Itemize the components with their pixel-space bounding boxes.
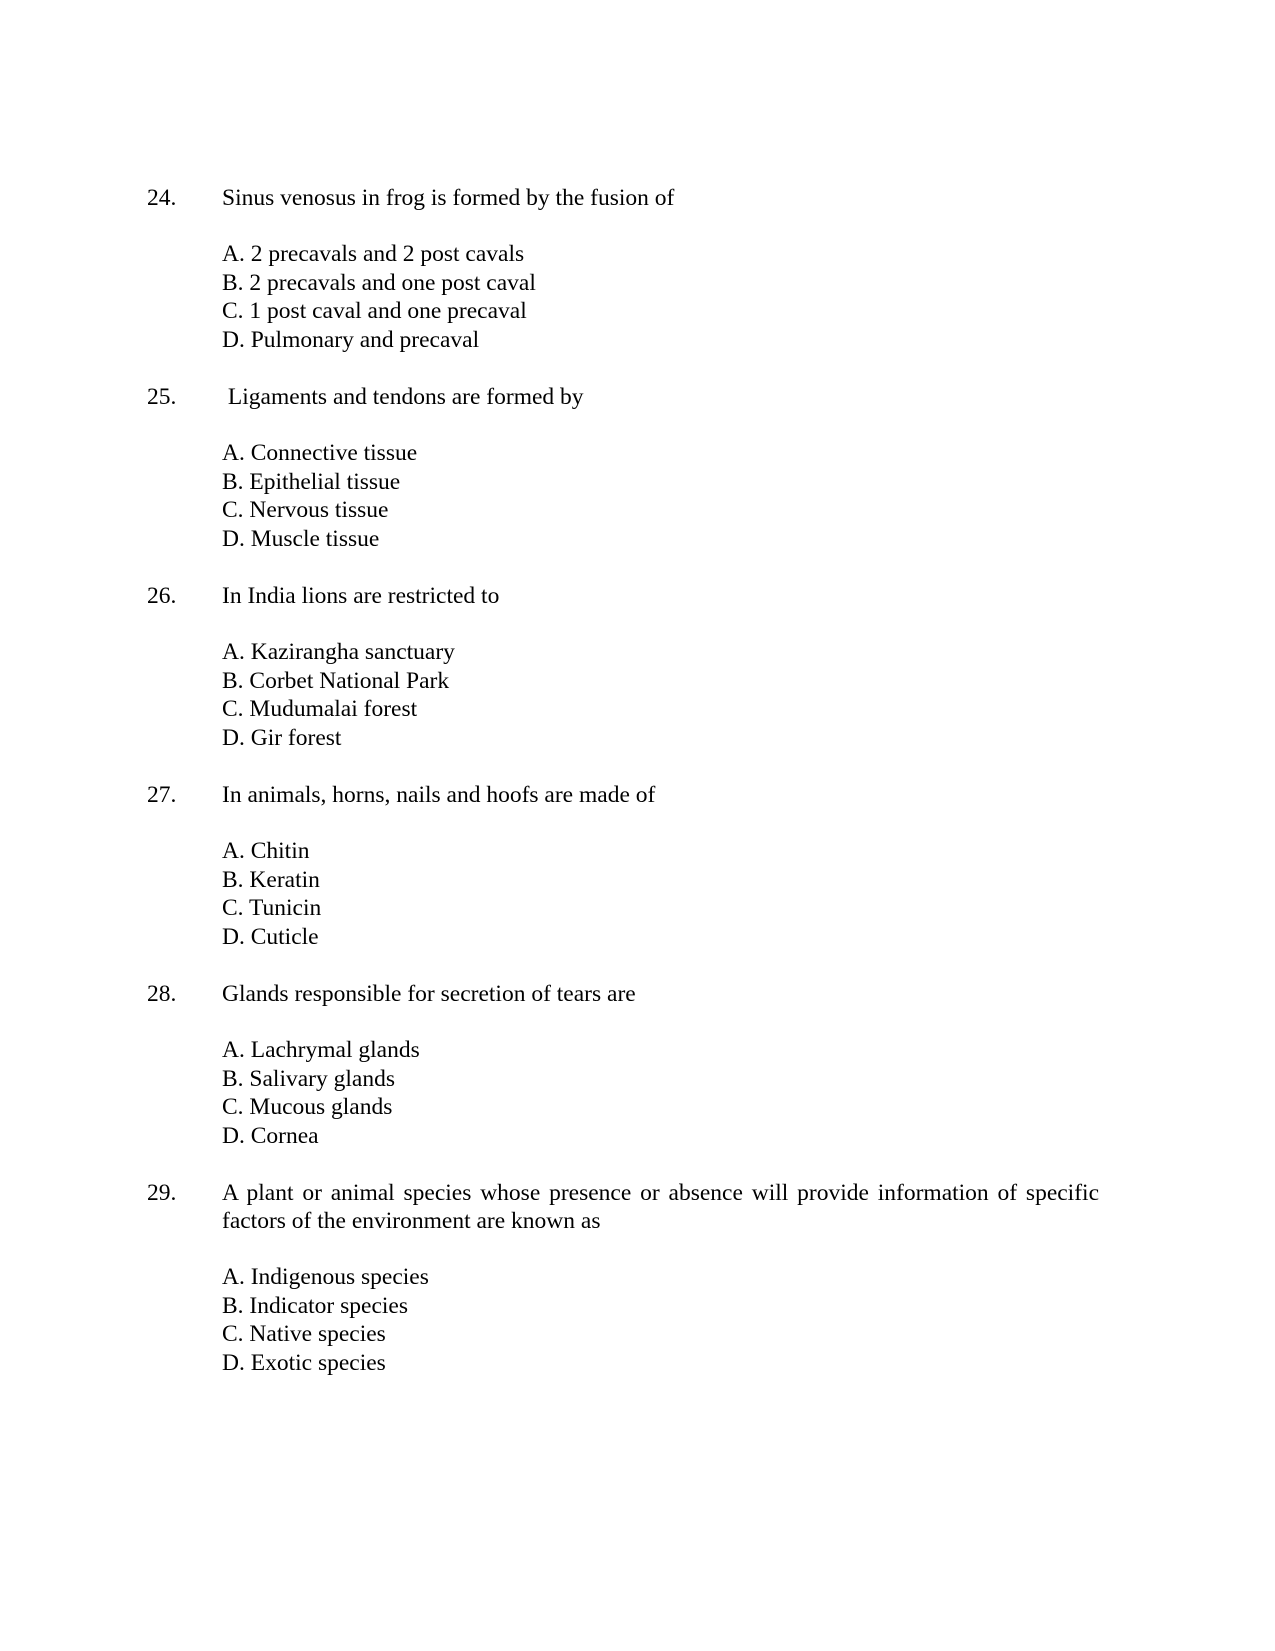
question-number: 29. — [147, 1180, 177, 1206]
option-c: C. Nervous tissue — [222, 497, 389, 523]
option-c: C. Native species — [222, 1321, 386, 1347]
answer-options — [222, 638, 455, 752]
option-d: D. Cornea — [222, 1122, 319, 1149]
answer-options — [222, 439, 417, 553]
question-text: In animals, horns, nails and hoofs are made of — [222, 782, 656, 808]
question-number: 26. — [147, 583, 177, 609]
option-b: B. Indicator species — [222, 1292, 408, 1319]
question-text: In India lions are restricted to — [222, 583, 500, 609]
question-number: 27. — [147, 782, 177, 808]
option-a: A. Chitin — [222, 838, 310, 864]
answer-options — [222, 240, 536, 354]
option-d: D. Muscle tissue — [222, 525, 380, 552]
option-a: A. Kazirangha sanctuary — [222, 639, 455, 665]
question-text: Sinus venosus in frog is formed by the fusion of — [222, 185, 675, 211]
question-number: 24. — [147, 185, 177, 211]
option-b: B. Salivary glands — [222, 1065, 395, 1092]
answer-options — [222, 1036, 420, 1150]
option-c: C. Mudumalai forest — [222, 696, 418, 722]
answer-options — [222, 837, 321, 951]
option-a: A. 2 precavals and 2 post cavals — [222, 241, 525, 267]
option-a: A. Lachrymal glands — [222, 1037, 420, 1063]
option-c: C. Tunicin — [222, 895, 322, 921]
option-a: A. Connective tissue — [222, 440, 418, 466]
question-number: 25. — [147, 384, 177, 410]
question-number: 28. — [147, 981, 177, 1007]
option-c: C. Mucous glands — [222, 1094, 393, 1120]
option-d: D. Gir forest — [222, 724, 342, 751]
option-b: B. Corbet National Park — [222, 667, 450, 694]
option-b: B. 2 precavals and one post caval — [222, 269, 536, 296]
option-b: B. Epithelial tissue — [222, 468, 401, 495]
question-text: A plant or animal species whose presence or absence will provide information of specific factors of the environment are known as — [222, 1180, 1099, 1234]
option-d: D. Exotic species — [222, 1349, 386, 1376]
option-d: D. Pulmonary and precaval — [222, 326, 480, 353]
option-a: A. Indigenous species — [222, 1264, 429, 1290]
option-c: C. 1 post caval and one precaval — [222, 298, 527, 324]
question-text: Glands responsible for secretion of tears are — [222, 981, 636, 1007]
question-text: Ligaments and tendons are formed by — [222, 384, 584, 410]
answer-options — [222, 1263, 429, 1377]
option-b: B. Keratin — [222, 866, 320, 893]
option-d: D. Cuticle — [222, 923, 319, 950]
